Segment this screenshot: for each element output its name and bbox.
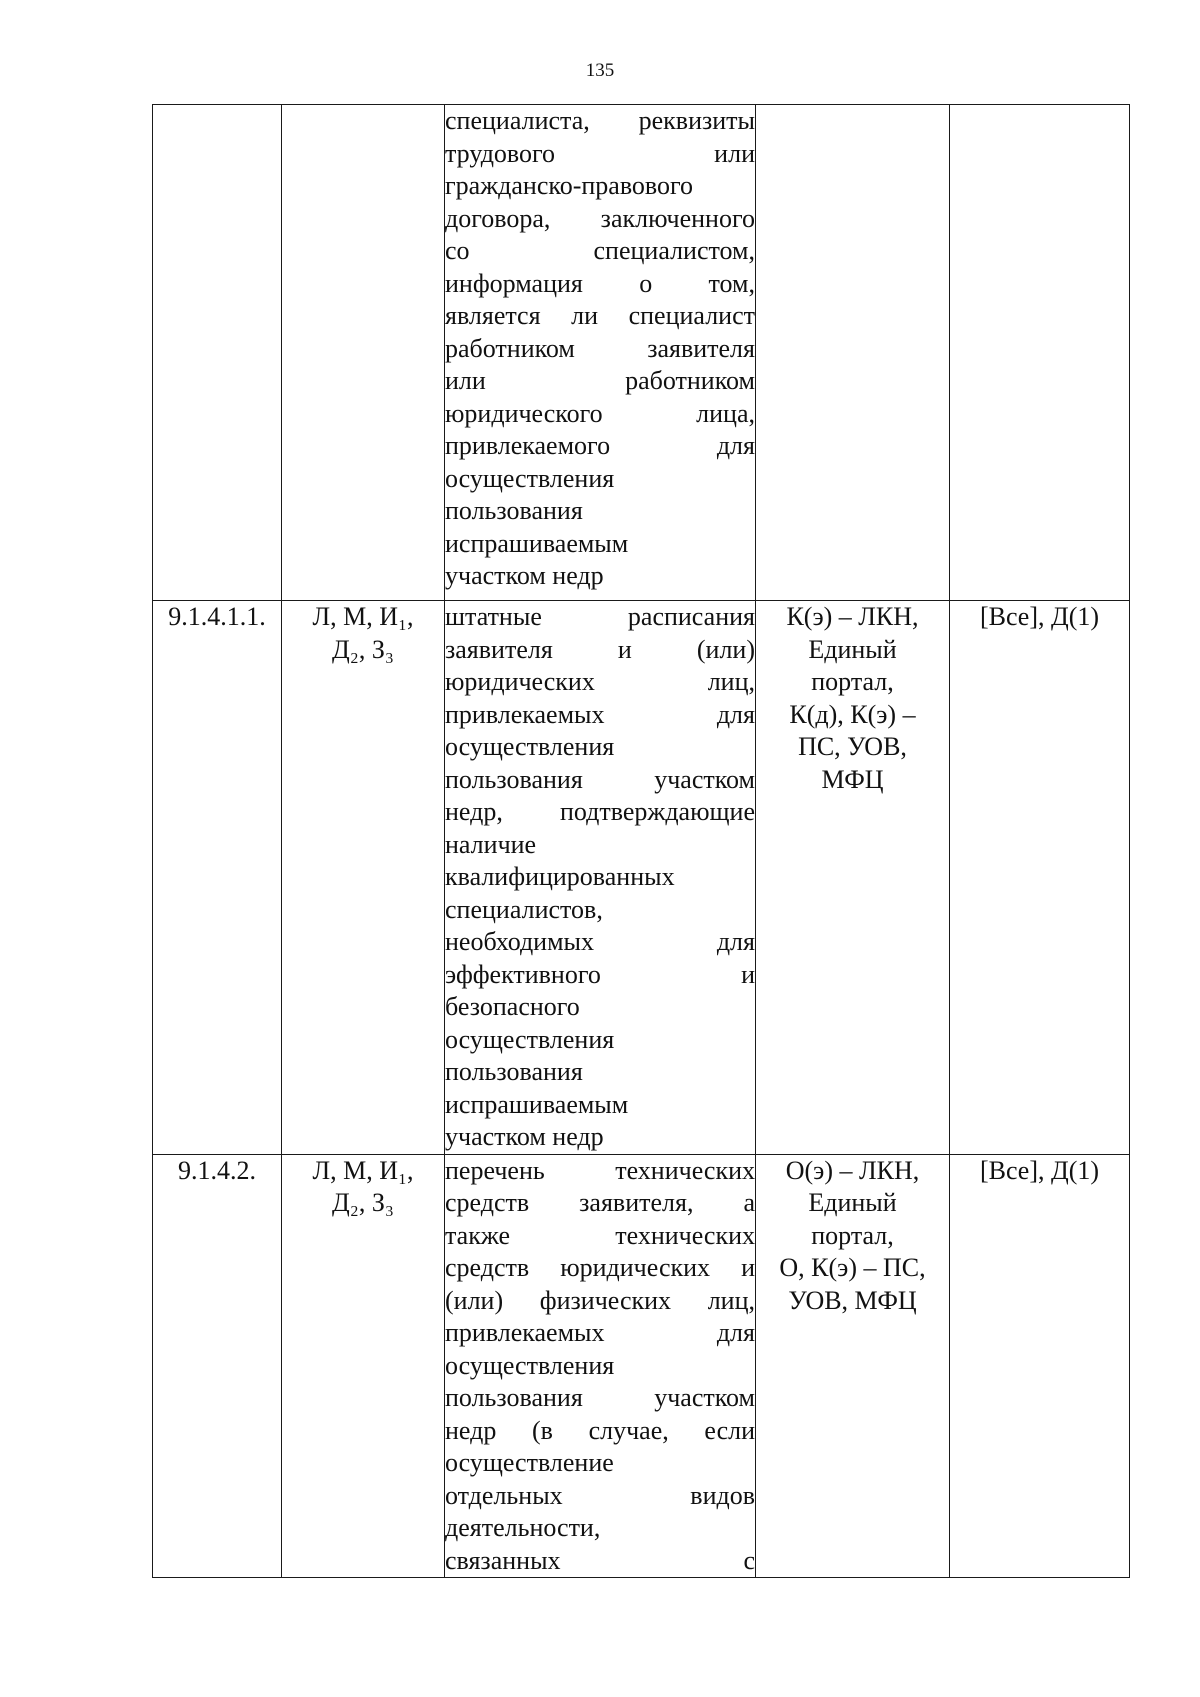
cell-requirement-status: [Все], Д(1)	[950, 601, 1130, 1155]
channel-line: К(э) – ЛКН,	[786, 602, 919, 631]
description-line: отдельных видов	[445, 1480, 755, 1510]
channel-line: портал,	[811, 667, 894, 696]
description-line: осуществления	[445, 1350, 615, 1380]
description-line: деятельности,	[445, 1513, 601, 1542]
description-line: трудового или	[445, 138, 755, 168]
channel-line: К(д), К(э) –	[789, 699, 916, 729]
description-line: (или) физических лиц,	[445, 1285, 755, 1315]
page-number: 135	[585, 60, 615, 81]
channel-line: ПС, УОВ,	[798, 732, 907, 761]
description-line: информация о том,	[445, 268, 755, 298]
description-line: пользования участком	[445, 764, 755, 794]
channel-line: УОВ, МФЦ	[788, 1285, 917, 1315]
table-row	[153, 1154, 1130, 1578]
description-line: пользования	[445, 496, 583, 525]
description-line: договора, заключенного	[445, 203, 755, 233]
description-line: средств юридических и	[445, 1253, 755, 1282]
requirements-table	[152, 104, 1130, 1578]
cell-document-description	[445, 1154, 756, 1578]
channel-line: Единый	[808, 1188, 897, 1217]
description-line: недр (в случае, если	[445, 1415, 755, 1445]
description-line: средств заявителя, а	[445, 1188, 755, 1217]
description-line: осуществление	[445, 1448, 614, 1477]
channel-line: Единый	[808, 634, 897, 664]
description-line: перечень технических	[445, 1155, 755, 1185]
description-line: осуществления	[445, 732, 615, 761]
cell-requirement-status: [Все], Д(1)	[950, 1154, 1130, 1578]
description-line: связанных с	[445, 1545, 755, 1575]
description-line: необходимых для	[445, 927, 755, 956]
description-line: пользования	[445, 1057, 583, 1086]
cell-item-code: 9.1.4.1.1.	[153, 601, 282, 1155]
description-line: юридического лица,	[445, 398, 755, 428]
cell-submission-channels	[756, 1154, 950, 1578]
cell-submission-channels	[756, 601, 950, 1155]
description-line: осуществления	[445, 1024, 615, 1054]
table-body	[153, 105, 1130, 1578]
description-line: пользования участком	[445, 1383, 755, 1412]
applicant-line: Л, М, И₁,	[312, 602, 414, 631]
channel-line: О(э) – ЛКН,	[785, 1155, 920, 1185]
description-line: штатные расписания	[445, 602, 755, 631]
table-row	[153, 601, 1130, 1155]
description-line: участком недр	[445, 1122, 604, 1151]
description-line: или работником	[445, 366, 755, 395]
description-line: заявителя и (или)	[445, 634, 755, 664]
applicant-line: Л, М, И₁,	[312, 1155, 414, 1185]
description-line: привлекаемых для	[445, 699, 755, 729]
description-line: осуществления	[445, 463, 615, 493]
description-line: гражданско-правового	[445, 171, 694, 200]
description-line: специалистов,	[445, 894, 603, 924]
cell-applicant-categories	[282, 1154, 445, 1578]
description-line: юридических лиц,	[445, 667, 755, 696]
cell-item-code	[153, 105, 282, 601]
description-line: привлекаемого для	[445, 431, 755, 460]
description-line: также технических	[445, 1220, 755, 1250]
description-line: работником заявителя	[445, 333, 755, 363]
cell-requirement-status	[950, 105, 1130, 601]
description-line: квалифицированных	[445, 862, 675, 891]
description-line: недр, подтверждающие	[445, 797, 755, 826]
description-line: специалиста, реквизиты	[445, 106, 755, 135]
description-line: привлекаемых для	[445, 1318, 755, 1347]
table-row	[153, 105, 1130, 601]
applicant-line: Д₂, З₃	[332, 634, 394, 664]
description-line: эффективного и	[445, 959, 755, 989]
channel-line: МФЦ	[821, 764, 884, 794]
cell-document-description	[445, 105, 756, 601]
cell-document-description	[445, 601, 756, 1155]
description-line: испрашиваемым	[445, 528, 629, 558]
channel-line: портал,	[811, 1220, 894, 1250]
channel-line: О, К(э) – ПС,	[779, 1253, 926, 1282]
cell-applicant-categories	[282, 105, 445, 601]
applicant-line: Д₂, З₃	[332, 1188, 394, 1217]
description-line: является ли специалист	[445, 301, 755, 330]
description-line: участком недр	[445, 561, 604, 590]
description-line: испрашиваемым	[445, 1089, 629, 1119]
description-line: со специалистом,	[445, 236, 755, 265]
description-line: безопасного	[445, 992, 580, 1021]
cell-applicant-categories	[282, 601, 445, 1155]
description-line: наличие	[445, 829, 537, 859]
cell-submission-channels	[756, 105, 950, 601]
cell-item-code: 9.1.4.2.	[153, 1154, 282, 1578]
